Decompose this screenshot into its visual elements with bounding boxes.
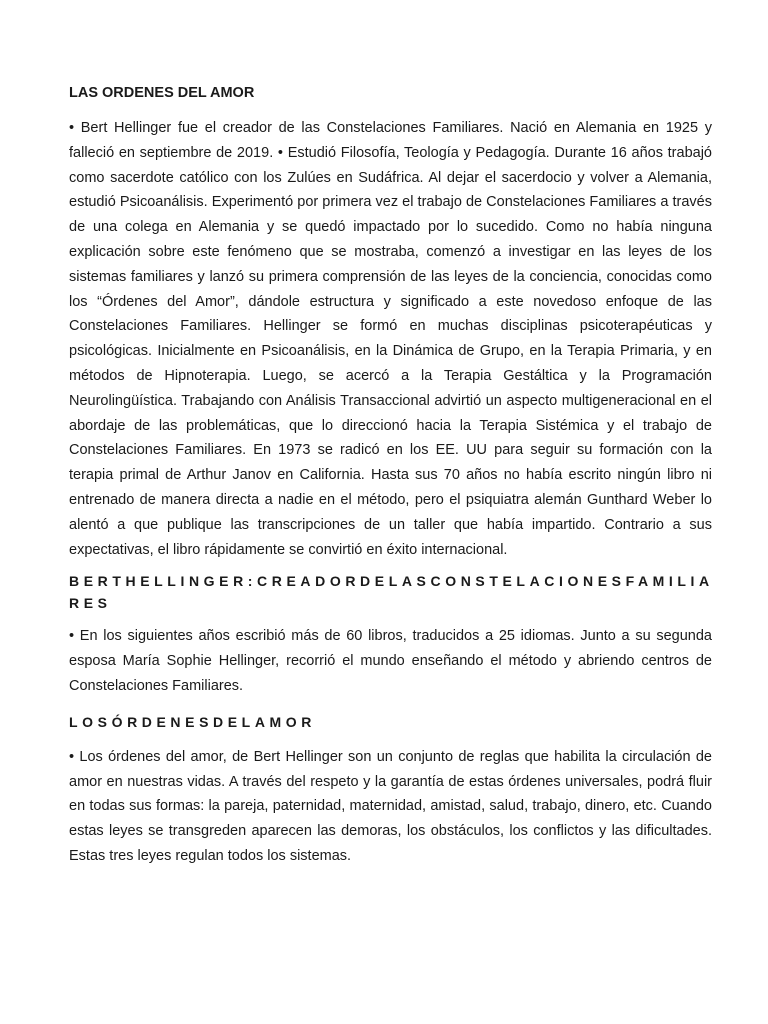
document-page [69,83,712,869]
paragraph-biography: • Bert Hellinger fue el creador de las Constelaciones Familiares. Nació en Alemania en 1925 y falleció en septiembre de 2019. • Estudió Filosofía, Teología y Pedagogía. Durante 16 años trabajó como sacerdote católico con los Zulúes en Sudáfrica. Al dejar el sacerdocio y volver a Alemania, estudió Psicoanálisis. Experimentó por primera vez el trabajo de Constelaciones Familiares a través de una colega en Alemania y se quedó impactado por lo sucedido. Como no había ninguna explicación sobre este fenómeno que se mostraba, comenzó a investigar en las leyes de los sistemas familiares y lanzó su primera comprensión de las leyes de la conciencia, conocidas como los “Órdenes del Amor”, dándole estructura y significado a este novedoso enfoque de las Constelaciones Familiares. Hellinger se formó en muchas disciplinas psicoterapéuticas y psicológicas. Inicialmente en Psicoanálisis, en la Dinámica de Grupo, en la Terapia Primaria, y en métodos de Hipnoterapia. Luego, se acercó a la Terapia Gestáltica y la Programación Neurolingüística. Trabajando con Análisis Transaccional advirtió un aspecto multigeneracional en el abordaje de las problemáticas, que lo direccionó hacia la Terapia Sistémica y el trabajo de Constelaciones Familiares. En 1973 se radicó en los EE. UU para seguir su formación con la terapia primal de Arthur Janov en California. Hasta sus 70 años no había escrito ningún libro ni entrenado de manera directa a nadie en el método, pero el psiquiatra alemán Gunthard Weber lo alentó a que publique las transcripciones de un taller que había impartido. Contrario a sus expectativas, el libro rápidamente se convirtió en éxito internacional. [69,120,712,558]
section-heading-creator: BERTHELLINGER:CREADORDELASCONSTELACIONESFAMILIARES [69,573,714,612]
document-title: LAS ORDENES DEL AMOR [69,85,255,101]
paragraph-orders-of-love: • Los órdenes del amor, de Bert Hellinger son un conjunto de reglas que habilita la circulación de amor en nuestras vidas. A través del respeto y la garantía de estas órdenes universales, podrá fluir en todas sus formas: la pareja, paternidad, maternidad, amistad, salud, trabajo, dinero, etc. Cuando estas leyes se transgreden aparecen las demoras, los obstáculos, los conflictos y las dificultades. Estas tres leyes regulan todos los sistemas. [69,748,712,864]
section-heading-orders: LOSÓRDENESDELAMOR [69,713,316,730]
paragraph-books: • En los siguientes años escribió más de 60 libros, traducidos a 25 idiomas. Junto a su segunda esposa María Sophie Hellinger, recorrió el mundo enseñando el método y abriendo centros de Constelaciones Familiares. [69,628,712,694]
